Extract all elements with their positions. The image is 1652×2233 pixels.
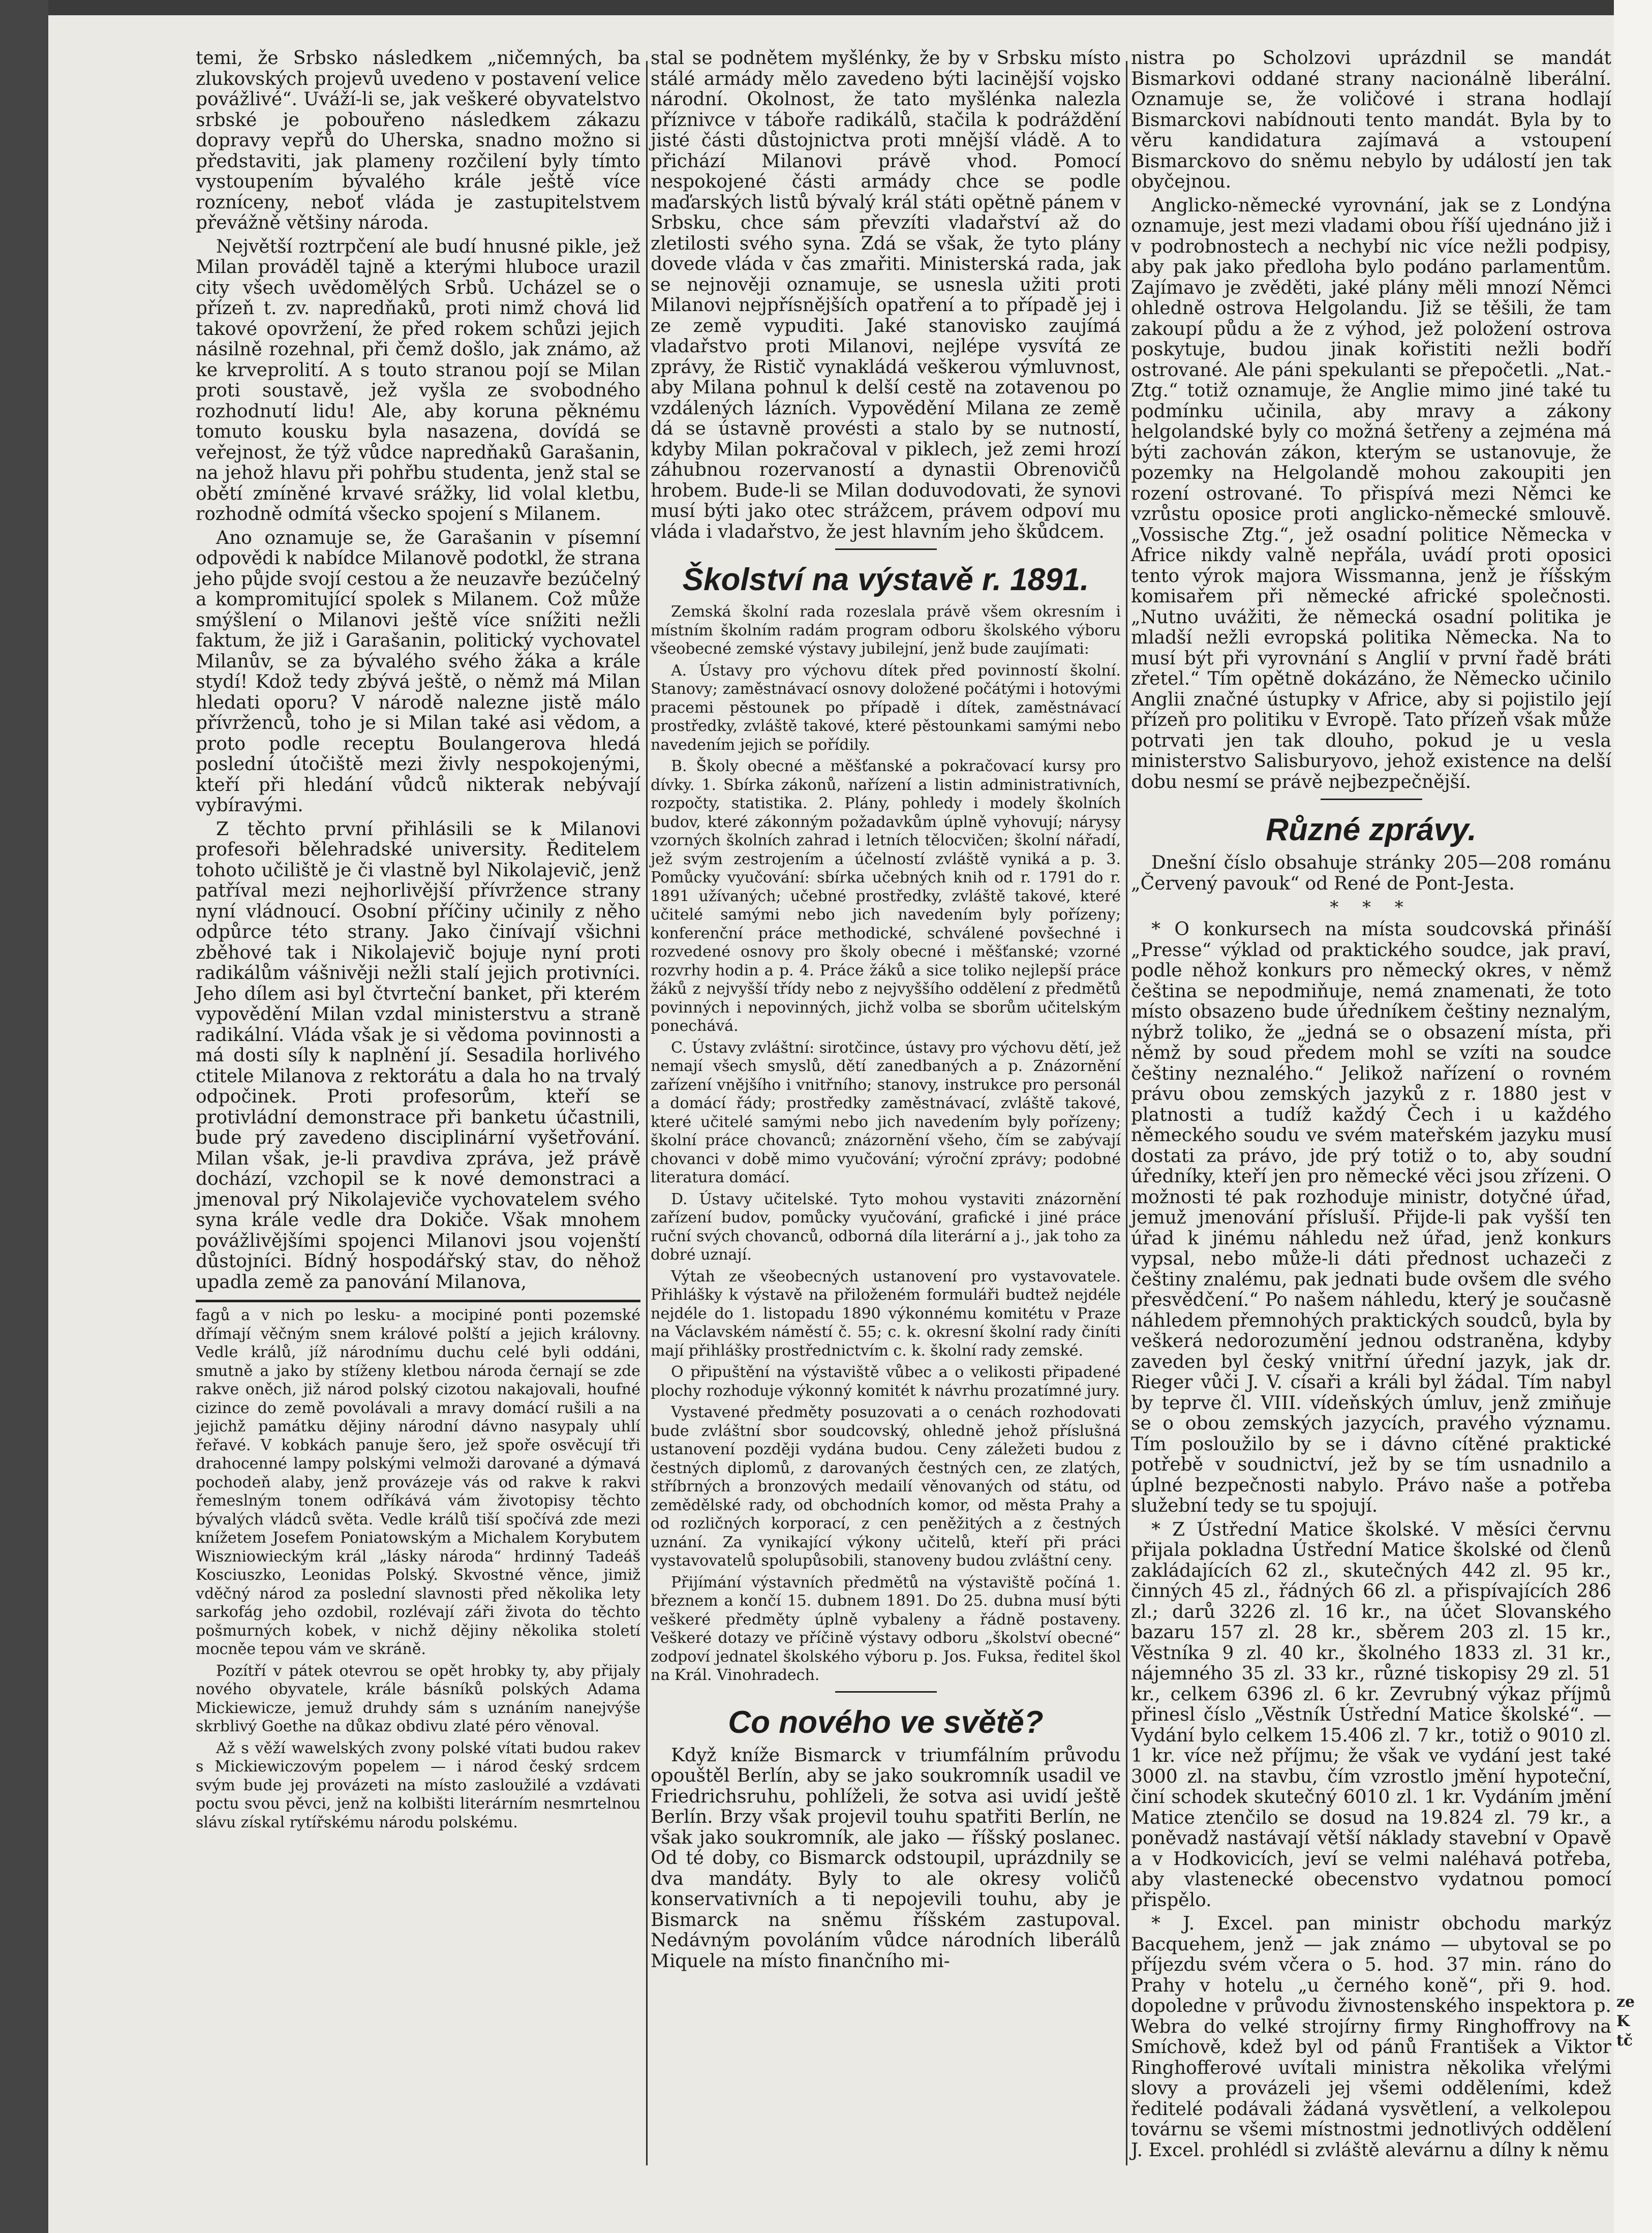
paragraph: Dnešní číslo obsahuje stránky 205—208 románu „Červený pavouk“ od René de Pont-Jesta. <box>1131 852 1611 894</box>
section-rule <box>835 1691 937 1693</box>
paragraph: Ano oznamuje se, že Garašanin v písemní odpovědi k nabídce Milanově podotkl, že strana jeho půjde svojí cestou a že neuzavře bezúčelný a kompromitující spolek s Milanem. Což může smýšlení o Milanovi ještě více snížiti nežli faktum, že již i Garašanin, politický vychovatel Milanův, se za bývalého svého žáka a krále stydí! Kdož tedy zbývá ještě, o němž má Milan hledati oporu? V národě nalezne jistě málo přívrženců, toho je si Milan také asi vědom, a proto podle receptu Boulangerova hledá poslední útočiště mezi živly nespokojenými, kteří při hledání vůdců nikterak nebývají vybíravými. <box>196 527 640 816</box>
feuilleton-mickiewicz <box>196 1306 640 1832</box>
paragraph: Zemská školní rada rozeslala právě všem okresním i místním školním radám program odboru školského výboru všeobecné zemské výstavy jubilejní, jenž bude zaujímati: <box>651 603 1121 658</box>
feuilleton-rule <box>196 1300 640 1302</box>
paragraph: Přijímání výstavních předmětů na výstaviště počíná 1. březnem a končí 15. dubnem 1891. Do 25. dubna musí býti veškeré předměty úplně vybaleny a řádně postaveny. Veškeré dotazy ve příčině výstavy odboru „školství obecné“ zodpoví jednatel školského výboru p. Jos. Fuksa, ředitel škol na Král. Vinohradech. <box>651 1573 1121 1684</box>
paragraph: Až s věží wawelských zvony polské vítati budou rakev s Mickiewiczovým popelem — i národ český srdcem svým bude jej provázeti na místo zasloužilé a vzdávati poctu svou pěvci, jenž na kolbišti literárním nesmrtelnou slávu získal rytířskému národu polskému. <box>196 1739 640 1831</box>
paragraph: O připuštění na výstaviště vůbec a o velikosti připadené plochy rozhoduje výkonný komitét k návrhu prozatímné jury. <box>651 1363 1121 1400</box>
article-school-exhibition <box>651 603 1121 1685</box>
heading-world-news: Co nového ve světě? <box>728 1704 1044 1740</box>
paragraph: Výtah ze všeobecných ustanovení pro vystavovatele. Přihlášky k výstavě na přiloženém formuláři budtež nejdéle nejdéle do 1. listopadu 1890 výkonnému komitétu v Praze na Václavském náměstí č. 55; c. k. okresní školní rady činíti mají přihlášky prostřednictvím c. k. školní rady zemské. <box>651 1267 1121 1360</box>
column-rule <box>1126 61 1127 2165</box>
paragraph: Když kníže Bismarck v triumfálním průvodu opouštěl Berlín, aby se jako soukromník usadil ve Friedrichsruhu, pohlíželi, že sotva asi uvidí ještě Berlín. Brzy však projevil touhu spatřiti Berlín, ne však jako soukromník, ale jako — říšský poslanec. Od té doby, co Bismarck odstoupil, uprázdnily se dva mandáty. Byly to ale okresy voličů konservativních a ti nepojevili touhu, aby je Bismarck na sněmu říšském zastupoval. Nedávným povoláním vůdce národních liberálů Miquele na místo finančního mi- <box>651 1745 1121 1972</box>
paragraph: Anglicko-německé vyrovnání, jak se z Londýna oznamuje, jest mezi vladami obou říší ujednáno již i v podrobnostech a nechybí nic více nežli podpisy, aby pak jako předloha bylo podáno parlamentům. Zajímavo je zvěděti, jaké plány měli mnozí Němci ohledně ostrova Helgolandu. Již se těšili, že tam zakoupí půdu a že z výhod, jež položení ostrova poskytuje, budou jinak kořistiti nežli bodří ostrované. Ale páni spekulanti se přepočetli. „Nat.-Ztg.“ totiž oznamuje, že Anglie mimo jiné také tu podmínku učinila, aby mravy a zákony helgolandské byly co možná šetřeny a zejména má býti zachován zákon, kterým se ustanovuje, že pozemky na Helgolandě mohou zakoupiti jen rození ostrované. To přispívá mezi Němci ke vzrůstu oposice proti anglicko-německé smlouvě. „Vossische Ztg.“, jež osadní politice Německa v Africe nikdy valně nepřála, uvádí proti oposici tento výrok majora Wissmanna, jenž je říšským komisařem při německé africké společnosti. „Nutno uvážiti, že německá osadní politika je mladší nežli evropská politika Německa. Na to musí být při vyrovnání s Anglií v první řadě bráti zřetel.“ Tím opětně dokázáno, že Německo učinilo Anglii značné ústupky v Africe, aby si pojistilo její přízeň pro politiku v Evropě. Tato přízeň však může potrvati jen tak dlouho, pokud je u vesla ministerstvo Salisburyovo, jehož existence na delší dobu nesmí se právě nejbezpečnější. <box>1131 195 1611 792</box>
paragraph: B. Školy obecné a měšťanské a pokračovací kursy pro dívky. 1. Sbírka zákonů, nařízení a listin administrativních, rozpočty, statistika. 2. Plány, pohledy i modely školních budov, které zákonným požadavkům úplně vyhovují; nárysy vzorných školních zahrad i letních tělocvičen; školní nářadí, jež svým zestrojením a účelností zvláště vyniká a p. 3. Pomůcky vyučování: sbírka učebných knih od r. 1791 do r. 1891 užívaných; učebné prostředky, zvláště takové, které učitelé samými nebo jich navedením byly pořízeny; konferenční práce methodické, schválené povšechné i rozvedené osnovy pro školy obecné i měšťanské; vzorné rozvrhy hodin a p. 4. Práce žáků a sice toliko nejlepší práce žáků z nejvyšší třídy nebo z nejvyššího oddělení z předmětů povinných i nepovinných, jichž volba se sborům učitelským ponechává. <box>651 757 1121 1035</box>
paragraph: fagů a v nich po lesku- a mocipiné ponti pozemské dřímají věčným snem králové polští a jejich královny. Vedle králů, jíž národnímu duchu celé byli oddáni, smutně a jako by stíženy kletbou národa černají se zde rakve oněch, již národ polský cizotou nakajovali, houfné cizince do země povolávali a mravy domácí rušili a na jejichž památku dějiny národní dávno nasypaly uhlí řeřavé. V kobkách panuje šero, jež spoře osvěcují tři drahocenné lampy polskými velmoži darované a dýmavá pochodeň alaby, jenž provázeje vás od rakve k rakvi řemeslným tonem odříkává vám životopisy těchto bývalých vládců světa. Vedle králů tiší spočívá zde mezi knížetem Josefem Poniatowským a Michalem Korybutem Wiszniowieckým král „lásky národa“ hrdinný Tadeáš Kosciuszko, Leonidas Polský. Skvostné věnce, jimiž vděčný národ za poslední slavnosti před několika lety sarkofág jeho ozdobil, rozlévají záři života do těchto pošmurných kobek, v nichž dějiny několika století mocněe tepou vám ve skráně. <box>196 1306 640 1658</box>
paragraph: Z těchto první přihlásili se k Milanovi profesoři bělehradské university. Ředitelem tohoto učiliště je či vlastně byl Nikolajevič, jenž patříval mezi nejhorlivější přívržence strany nyní vládnoucí. Osobní příčiny učinily z něho odpůrce této strany. Jako činívají všichni zběhové tak i Nikolajevič bojuje nyní proti radikálům vášnivěji nežli stalí jejich protivníci. Jeho dílem asi byl čtvrteční banket, při kterém vypovědění Milan vzdal ministerstvu a straně radikální. Vláda však je si vědoma povinnosti a má dosti síly k naplnění jí. Sesadila horlivého ctitele Milanova z rektorátu a dala ho na trvalý odpočinek. Proti profesorům, kteří se protivládní demonstrace při banketu účastnili, bude prý zavedeno disciplinární vyšetřování. Milan však, je-li pravdiva zpráva, jež právě dochází, vzchopil se k nové demonstraci a jmenoval prý Nikolajeviče vychovatelem svého syna krále vedle dra Dokiče. Však mnohem povážlivějšími spojenci Milanovi jsou vojenští důstojníci. Bídný hospodářský stav, do něhož upadla země za panování Milanova, <box>196 818 640 1293</box>
article-serbia-part1 <box>196 48 640 1293</box>
paragraph: * J. Excel. pan ministr obchodu markýz Bacquehem, jenž — jak známo — ubytoval se po příjezdu svém včera o 5. hod. 37 min. ráno do Prahy v hotelu „u černého koně“, při 9. hod. dopoledne v průvodu živnostenského inspektora p. Webra do velké strojírny firmy Ringhoffrovy na Smíchově, kdež byl od pánů František a Viktor Ringhofferové uvítali ministra několika vřelými slovy a provázeli jej všemi odděleními, kdež ředitelé podávali žádaná vysvětlení, a velkolepou továrnu se všemi místnostmi jednotlivých oddělení J. Excel. prohlédl si zvláště alevárnu a dílny k němu <box>1131 1913 1611 2161</box>
heading-school-exhibition: Školství na výstavě r. 1891. <box>682 562 1089 597</box>
paragraph: * Z Ústřední Matice školské. V měsíci červnu přijala pokladna Ústřední Matice školské od členů zakládajících 62 zl., skutečných 442 zl. 95 kr., činných 45 zl., řádných 66 zl. a přispívajících 286 zl.; darů 3226 zl. 16 kr., na účet Slovanského bazaru 157 zl. 28 kr., sběrem 203 zl. 15 kr., Věstníka 9 zl. 40 kr., školného 1833 zl. 31 kr., nájemného 35 zl. 33 kr., různé tiskopisy 29 zl. 51 kr., celkem 6396 zl. 6 kr. Zevrubný výkaz příjmů přinesl číslo „Věstník Ústřední Matice školské“. — Vydání bylo celkem 15.406 zl. 7 kr., totiž o 9010 zl. 1 kr. více než příjmu; že však ve vydání jest také 3000 zl. na stavbu, čím vzrostlo jmění hypoteční, činí schodek skutečný 6010 zl. 1 kr. Vydáním jmění Matice ztenčilo se dosud na 19.824 zl. 79 kr., a poněvadž nastávají větší náklady stavební v Opavě a v Hodkovicích, jeví se velmi naléhavá potřeba, aby vlastenecké obecenstvo vydatnou pomocí přispělo. <box>1131 1519 1611 1911</box>
fragment-line: tč <box>1616 2032 1633 2050</box>
section-rule <box>1321 799 1422 800</box>
paragraph: nistra po Scholzovi uprázdnil se mandát Bismarkovi oddané strany nacionálně liberální. Oznamuje se, že voličové i strana hodlají Bismarckovi nabídnouti tento mandát. Byla by to věru kandidatura zajímavá a vstoupení Bismarckovo do sněmu nebylo by událostí jen tak obyčejnou. <box>1131 48 1611 192</box>
column-3 <box>1131 48 1611 2164</box>
column-1 <box>196 48 640 1835</box>
fragment-line: ze <box>1616 1993 1635 2011</box>
paragraph: * O konkursech na místa soudcovská přináší „Presse“ výklad od praktického soudce, jak praví, podle něhož konkurs pro německý okres, v němž čeština se nepodmiňuje, nemá znamenati, že toto místo obsazeno bude úředníkem češtiny neznalým, nýbrž toliko, že „jedná se o obsazení místa, při němž by soud předem mohl se vzíti na soudce češtiny neznalého.“ Jelikož nařízení o rovném právu obou zemských jazyků z r. 1880 jest v platnosti a tudíž každý Čech i u každého německého soudu ve svém mateřském jazyku musí dostati za právo, jde prý totiž o to, aby soudní úředníky, kteří jen pro německé věci jsou zřízeni. O možnosti té pak rozhoduje ministr, dotyčné úřad, jemuž jmenování přísluší. Přijde-li pak vyšší ten úřad k jinému náhledu než úřad, jenž konkurs vypsal, nebo může-li dáti přednost uchazeči z češtiny znalému, pak jednati bude ovšem dle svého přesvědčení.“ Po našem náhledu, který je současně náhledem přemnohých praktických soudců, byla by veškerá nedorozumění jednou odstraněna, kdyby zaveden byl český vnitřní úřední jazyk, jak dr. Rieger vůči J. V. císaři a králi byl žádal. Tím nabyl by teprve čl. VIII. vídeňských úmluv, jenž zmiňuje se o obou zemských jazycích, pravého významu. Tím posloužilo by se i dávno cítěné praktické potřebě v soudnictví, jež by se tím usnadnilo a úplné bezpečnosti nabylo. Právo naše a potřeba služební tedy se tu spojují. <box>1131 919 1611 1516</box>
column-2 <box>651 48 1121 1975</box>
fragment-line: K <box>1616 2012 1630 2030</box>
paragraph: Vystavené předměty posuzovati a o cenách rozhodovati bude zvláštní sbor soudcovský, ohledně jehož příslušná ustanovení později vydána budou. Ceny záležeti budou z čestných diplomů, z darovaných čestných cen, ze zlatých, stříbrných a bronzových medailí věnovaných od státu, od zemědělské rady, od obchodních komor, od města Prahy a od rozličných korporací, z cen peněžitých a z čestných uznání. Za vynikající výkony učitelů, kteří při práci vystavovatelů spolupůsobili, stanoveny budou zvláštní ceny. <box>651 1403 1121 1570</box>
column-rule <box>646 61 648 2165</box>
next-page-fragment <box>1616 1993 1650 2051</box>
heading-various-news: Různé zprávy. <box>1266 812 1477 847</box>
paragraph: A. Ústavy pro výchovu dítek před povinností školní. Stanovy; zaměstnávací osnovy doložené počátými i hotovými pracemi pěstounek po případě i dítek, zaměstnávací prostředky, zvláště takové, které pěstounkami samými nebo navedením jejich se pořídily. <box>651 661 1121 754</box>
paragraph: Pozítří v pátek otevrou se opět hrobky ty, aby přijaly nového obyvatele, krále básníků polských Adama Mickiewicze, jemuž druhdy sám s uznáním nanejvýše skrblivý Goethe na důkaz obdivu zlaté péro věnoval. <box>196 1662 640 1735</box>
section-rule <box>835 548 937 550</box>
asterism-separator: * * * <box>1330 897 1413 917</box>
next-page-edge <box>1614 0 1652 2233</box>
paragraph: stal se podnětem myšlénky, že by v Srbsku místo stálé armády mělo zavedeno býti lacinější vojsko národní. Okolnost, že tato myšlénka nalezla příznivce v táboře radikálů, stačila k podráždění jisté části důstojnictva proti mnější vládě. A to přichází Milanovi právě vhod. Pomocí nespokojené části armády chce se podle maďarských listů bývalý král státi opětně pánem v Srbsku, chce sám převzíti vladařství až do zletilosti svého syna. Zdá se však, že tyto plány dovede vláda v čas zmařiti. Ministerská rada, jak se nejnověji oznamuje, se usnesla užiti proti Milanovi nejpřísnějších opatření a to případě jej i ze země vypuditi. Jaké stanovisko zaujímá vladařstvo proti Milanovi, nejlépe vysvítá ze zprávy, že Ristič vynakládá veškerou výmluvnost, aby Milana pohnul k delší cestě na zotavenou po vzdálených lázních. Vypovědění Milana ze země dá se ústavně provésti a stalo by se nutností, kdyby Milan pokračoval v piklech, jež zemi hrozí záhubnou rozervaností a dynastii Obrenovičů hrobem. Bude-li se Milan doduvodovati, že synovi musí býti jako otec strážcem, právem odpoví mu vláda i vladařstvo, že jest hlavním jeho škůdcem. <box>651 48 1121 542</box>
scan-gutter <box>0 0 48 2233</box>
paragraph: Největší roztrpčení ale budí hnusné pikle, jež Milan prováděl tajně a kterými hluboce urazil city všech uvědomělých Srbů. Ucházel se o přízeň t. zv. napredňaků, proti nimž chová lid takové opovržení, že před rokem schůzi jejich násilně rozehnal, při čemž došlo, jak známo, až ke krveprolití. A s touto stranou pojí se Milan proti soustavě, jež vyšla ze svobodného rozhodnutí lidu! Ale, aby koruna pěknému tomuto kousku byla nasazena, dovídá se veřejnost, že týž vůdce napredňaků Garašanin, na jehož hlavu při pohřbu studenta, jenž stal se obětí zmíněné krvavé srážky, lid volal kletbu, rozhodně odmítá všecko spojení s Milanem. <box>196 236 640 525</box>
paragraph: C. Ústavy zvláštní: sirotčince, ústavy pro výchovu dětí, jež nemají všech smyslů, dětí zanedbaných a p. Znázornění zařízení vnějšího i vnitřního; stanovy, instrukce pro personál a domácí řády; prostředky zaměstnávací, zvláště takové, které učitelé samými nebo jich navedením byly pořízeny; školní práce chovanců; znázornění všeho, čím se zabývají chovanci v době mimo vyučování; výroční zprávy; podobné literatura domácí. <box>651 1038 1121 1186</box>
paragraph: D. Ústavy učitelské. Tyto mohou vystaviti znázornění zařízení budov, pomůcky vyučování, grafické i jiné práce ruční svých chovanců, odborná díla literární a j., jak toho za dobré uznají. <box>651 1190 1121 1264</box>
paragraph: temi, že Srbsko následkem „ničemných, ba zlukovských projevů uvedeno v postavení velice povážlivé“. Uváží-li se, jak veškeré obyvatelstvo srbské je pobouřeno následkem zákazu dopravy vepřů do Uherska, snadno možno si představiti, jak plameny rozčilení byly tímto vystoupením bývalého krále ještě více rozníceny, neboť vláda je zastupitelstvem převážně většiny národa. <box>196 48 640 233</box>
